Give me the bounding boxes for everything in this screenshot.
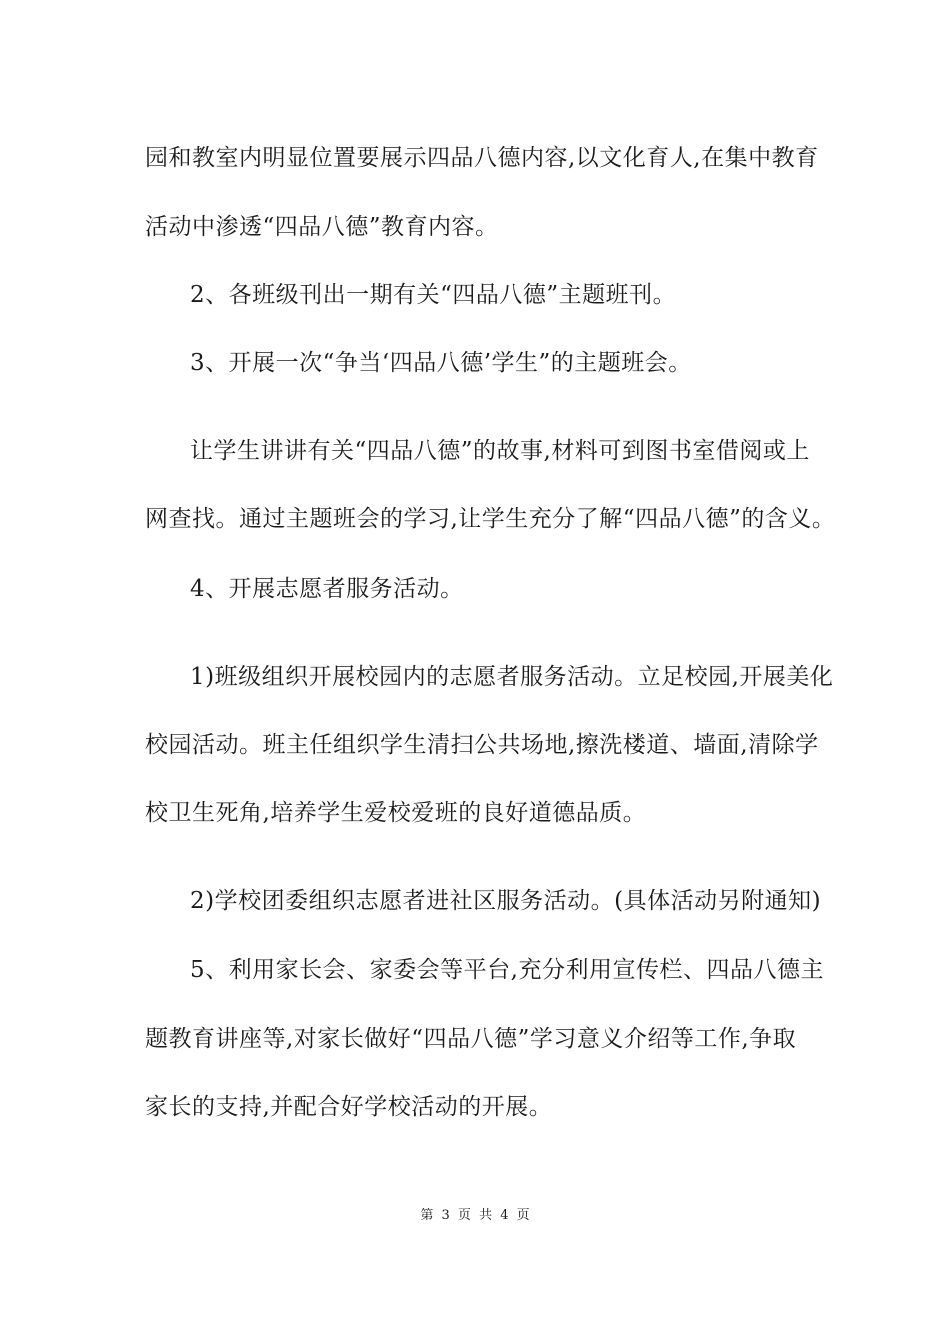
paragraph-line: 校卫生死角,培养学生爱校爱班的良好道德品质。 bbox=[145, 800, 647, 826]
paragraph-line: 活动中渗透“四品八德”教育内容。 bbox=[145, 214, 499, 240]
paragraph-line: 1)班级组织开展校园内的志愿者服务活动。立足校园,开展美化 bbox=[190, 664, 834, 690]
footer-current-page: 3 bbox=[441, 1208, 450, 1223]
paragraph-line: 园和教室内明显位置要展示四品八德内容,以文化育人,在集中教育 bbox=[145, 145, 819, 171]
footer-total-pages: 4 bbox=[500, 1208, 509, 1223]
paragraph-line: 网查找。通过主题班会的学习,让学生充分了解“四品八德”的含义。 bbox=[145, 506, 836, 532]
page-footer bbox=[0, 1208, 950, 1224]
footer-page-label: 第 bbox=[420, 1208, 434, 1223]
footer-page-unit: 页 bbox=[457, 1208, 471, 1223]
paragraph-line: 3、开展一次“争当‘四品八德’学生”的主题班会。 bbox=[190, 350, 692, 376]
paragraph-line: 4、开展志愿者服务活动。 bbox=[190, 576, 464, 602]
footer-total-unit: 页 bbox=[516, 1208, 530, 1223]
paragraph-line: 2)学校团委组织志愿者进社区服务活动。(具体活动另附通知) bbox=[190, 888, 822, 914]
paragraph-line: 让学生讲讲有关“四品八德”的故事,材料可到图书室借阅或上 bbox=[190, 438, 810, 464]
paragraph-line: 2、各班级刊出一期有关“四品八德”主题班刊。 bbox=[190, 282, 677, 308]
paragraph-line: 5、利用家长会、家委会等平台,充分利用宣传栏、四品八德主 bbox=[190, 957, 824, 983]
paragraph-line: 题教育讲座等,对家长做好“四品八德”学习意义介绍等工作,争取 bbox=[145, 1026, 797, 1052]
paragraph-line: 校园活动。班主任组织学生清扫公共场地,擦洗楼道、墙面,清除学 bbox=[145, 732, 819, 758]
footer-total-label: 共 bbox=[479, 1208, 493, 1223]
paragraph-line: 家长的支持,并配合好学校活动的开展。 bbox=[145, 1094, 553, 1120]
